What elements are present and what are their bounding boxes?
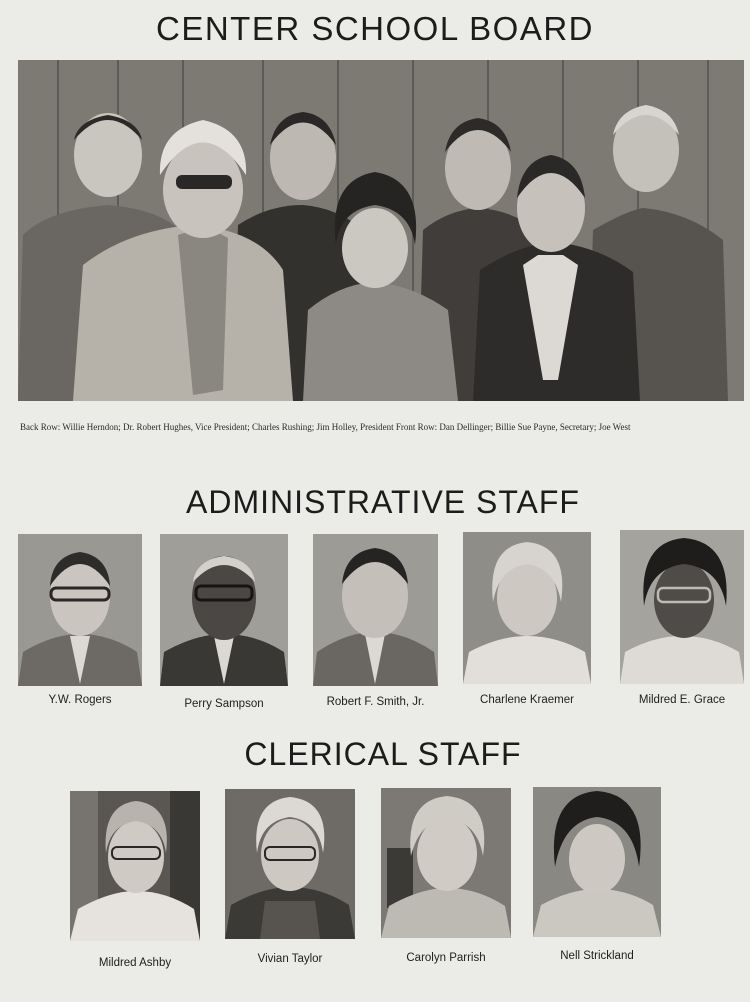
administrative-name: Robert F. Smith, Jr. xyxy=(326,696,425,708)
school-board-caption: Back Row: Willie Herndon; Dr. Robert Hughes, Vice President; Charles Rushing; Jim Holley, President Front Row: Dan Dellinger; Billie Sue Payne, Secretary; Joe West xyxy=(20,422,631,432)
portrait-robert-f-smith-jr xyxy=(313,534,438,686)
school-board-heading: CENTER SCHOOL BOARD xyxy=(155,10,594,47)
portrait-mildred-e-grace xyxy=(620,530,744,684)
clerical-name: Vivian Taylor xyxy=(257,953,323,965)
portrait-charlene-kraemer xyxy=(463,532,591,684)
portrait-vivian-taylor xyxy=(225,789,355,939)
portrait-carolyn-parrish xyxy=(381,788,511,938)
administrative-name: Mildred E. Grace xyxy=(638,694,726,706)
school-board-group-photo xyxy=(18,60,744,401)
administrative-staff-heading: ADMINISTRATIVE STAFF xyxy=(186,484,580,520)
clerical-name: Mildred Ashby xyxy=(98,957,172,969)
administrative-name: Charlene Kraemer xyxy=(480,694,574,706)
administrative-name: Perry Sampson xyxy=(184,698,264,710)
clerical-staff-heading: CLERICAL STAFF xyxy=(244,736,522,772)
portrait-nell-strickland xyxy=(533,787,661,937)
administrative-name: Y.W. Rogers xyxy=(48,694,112,706)
clerical-name: Carolyn Parrish xyxy=(406,952,486,964)
portrait-perry-sampson xyxy=(160,534,288,686)
portrait-y-w-rogers xyxy=(18,534,142,686)
clerical-name: Nell Strickland xyxy=(560,950,634,962)
portrait-mildred-ashby xyxy=(70,791,200,941)
